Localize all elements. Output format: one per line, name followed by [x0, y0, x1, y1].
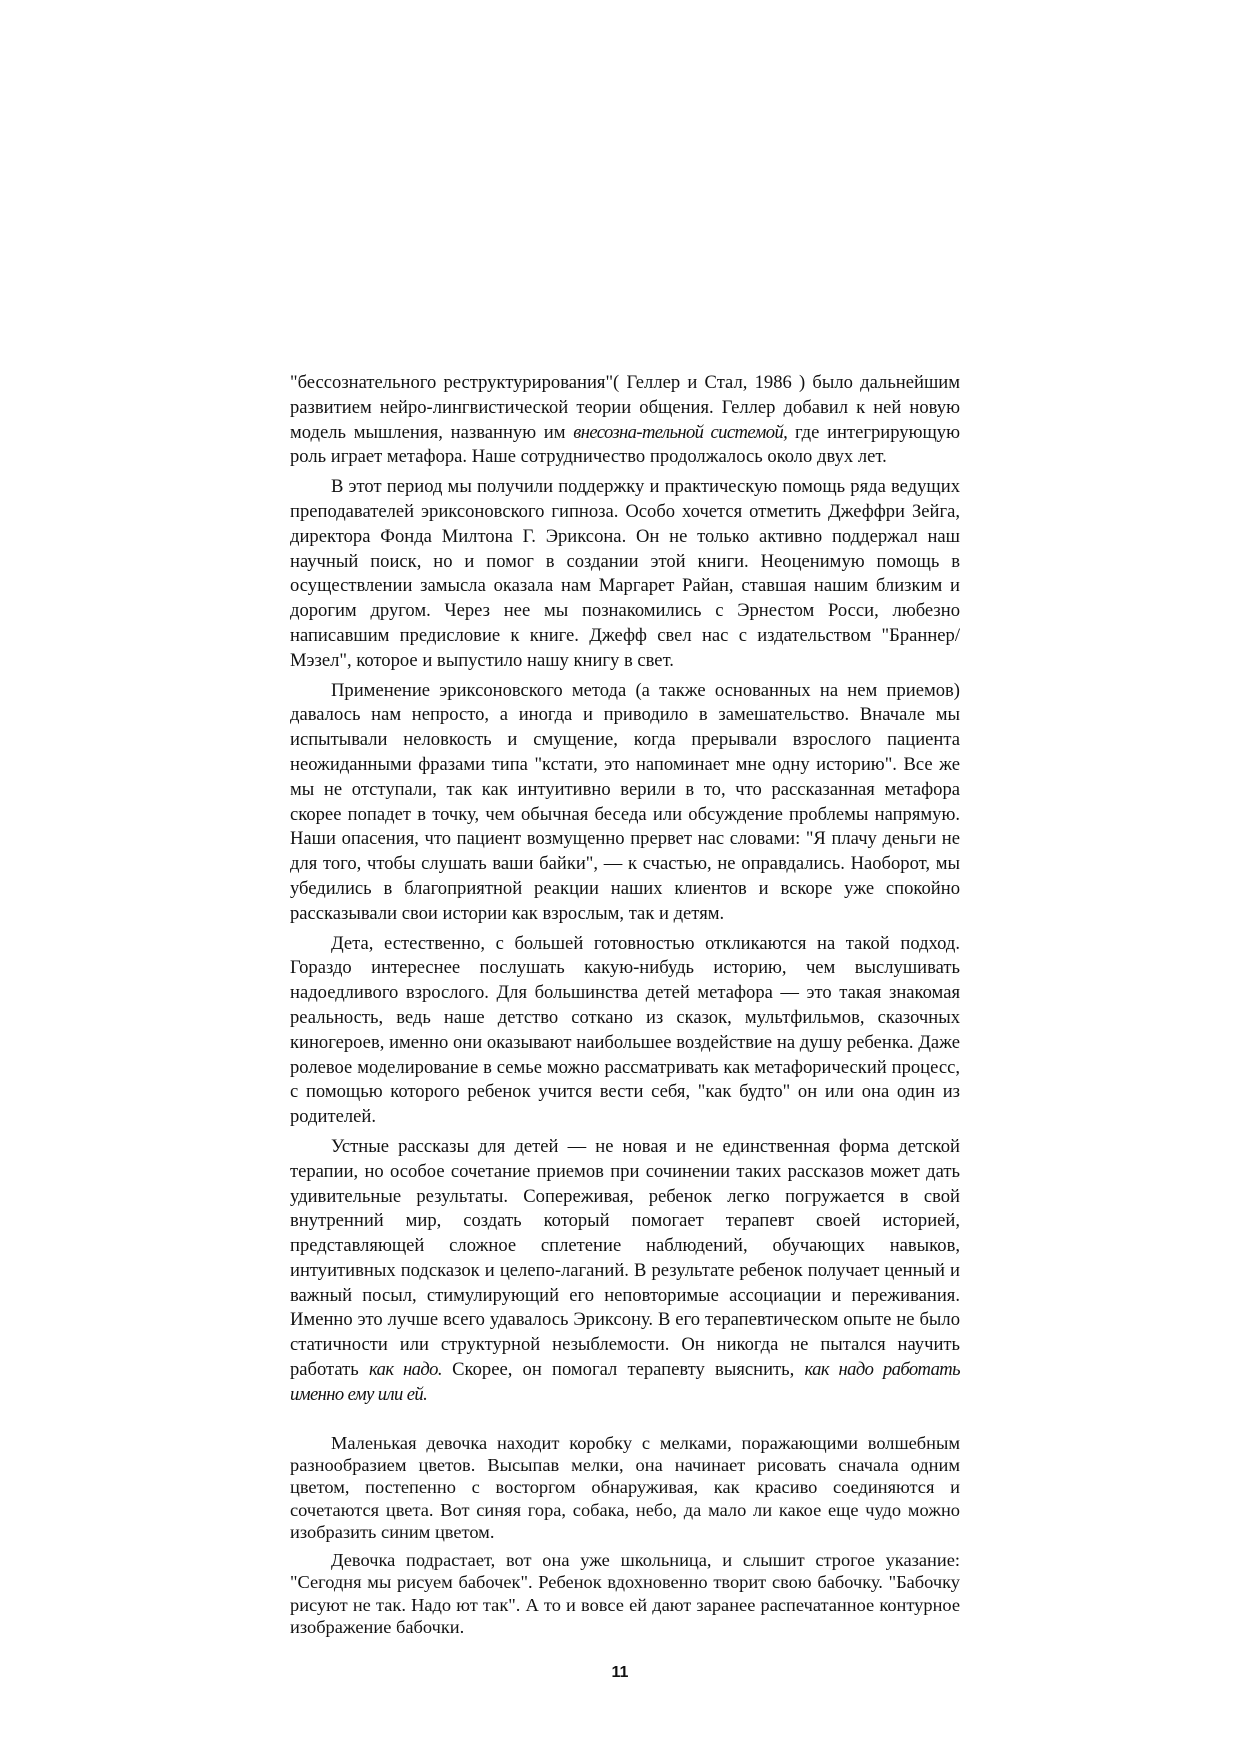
story-excerpt	[290, 1432, 960, 1639]
body-text	[290, 371, 960, 1643]
paragraph-4: Дета, естественно, с большей готовностью откликаются на такой подход. Гораздо интереснее послушать какую-нибудь историю, чем выслушивать надоедливого взрослого. Для большинства детей метафора — это такая знакомая реальность, ведь наше детство соткано из сказок, мультфильмов, сказочных киногероев, именно они оказывают наибольшее воздействие на душу ребенка. Даже ролевое моделирование в семье можно рассматривать как метафорический процесс, с помощью которого ребенок учится вести себя, "как будто" он или она один из родителей.	[290, 932, 960, 1128]
paragraph-text: Скорее, он помогал терапевту выяснить,	[441, 1359, 805, 1381]
page-number: 11	[611, 1664, 629, 1681]
italic-term: внесозна-тельной системой,	[573, 421, 788, 443]
paragraph-text: Устные рассказы для детей — не новая и не единственная форма детской терапии, но особое сочетание приемов при сочинении таких рассказов может дать удивительные результаты. Сопереживая, ребенок легко погружается в свой внутренний мир, создать который помогает терапевт своей историей, представляющей сложное сплетение наблюдений, обучающих навыков, интуитивных подсказок и целепо-лаганий. В результате ребенок получает ценный и важный посыл, стимулирующий его неповторимые ассоциации и переживания. Именно это лучше всего удавалось Эриксону. В его терапевтическом опыте не было статичности или структурной незыблемости. Он никогда не пытался научить работать	[290, 1135, 960, 1381]
paragraph-text: где интегрирующую роль играет метафора. Наше сотрудничество продолжалось около двух лет.	[290, 421, 960, 468]
italic-phrase: как надо.	[369, 1359, 442, 1381]
italic-phrase: как надо работать именно ему или ей.	[290, 1359, 960, 1405]
story-paragraph-1: Маленькая девочка находит коробку с мелками, поражающими волшебным разнообразием цветов. Высыпав мелки, она начинает рисовать сначала одним цветом, постепенно с восторгом обнаруживая, как красиво соединяются и сочетаются цвета. Вот синяя гора, собака, небо, да мало ли какое еще чудо можно изобразить синим цветом.	[290, 1432, 960, 1543]
story-paragraph-2: Девочка подрастает, вот она уже школьница, и слышит строгое указание: "Сегодня мы рисуем бабочек". Ребенок вдохновенно творит свою бабочку. "Бабочку рисуют не так. Надо ют так". А то и вовсе ей дают заранее распечатанное контурное изображение бабочки.	[290, 1549, 960, 1637]
paragraph-5	[290, 1135, 960, 1408]
paragraph-text: "бессознательного реструктурирования"( Геллер и Стал, 1986 ) было дальнейшим развитием нейро-лингвистической теории общения. Геллер добавил к ней новую модель мышления, названную им	[290, 372, 960, 443]
paragraph-3: Применение эриксоновского метода (а также основанных на нем приемов) давалось нам непросто, а иногда и приводило в замешательство. Вначале мы испытывали неловкость и смущение, когда прерывали взрослого пациента неожиданными фразами типа "кстати, это напоминает мне одну историю". Все же мы не отступали, так как интуитивно верили в то, что рассказанная метафора скорее попадет в точку, чем обычная беседа или обсуждение проблемы напрямую. Наши опасения, что пациент возмущенно прервет нас словами: "Я плачу деньги не для того, чтобы слушать ваши байки", — к счастью, не оправдались. Наоборот, мы убедились в благоприятной реакции наших клиентов и вскоре уже спокойно рассказывали свои истории как взрослым, так и детям.	[290, 679, 960, 924]
paragraph-1	[290, 371, 960, 470]
paragraph-2: В этот период мы получили поддержку и практическую помощь ряда ведущих преподавателей эриксоновского гипноза. Особо хочется отметить Джеффри Зейга, директора Фонда Милтона Г. Эриксона. Он не только активно поддержал наш научный поиск, но и помог в создании этой книги. Неоценимую помощь в осуществлении замысла оказала нам Маргарет Райан, ставшая нашим близким и дорогим другом. Через нее мы познакомились с Эрнестом Росси, любезно написавшим предисловие к книге. Джефф свел нас с издательством "Браннер/Мэзел", которое и выпустило нашу книгу в свет.	[290, 476, 960, 671]
